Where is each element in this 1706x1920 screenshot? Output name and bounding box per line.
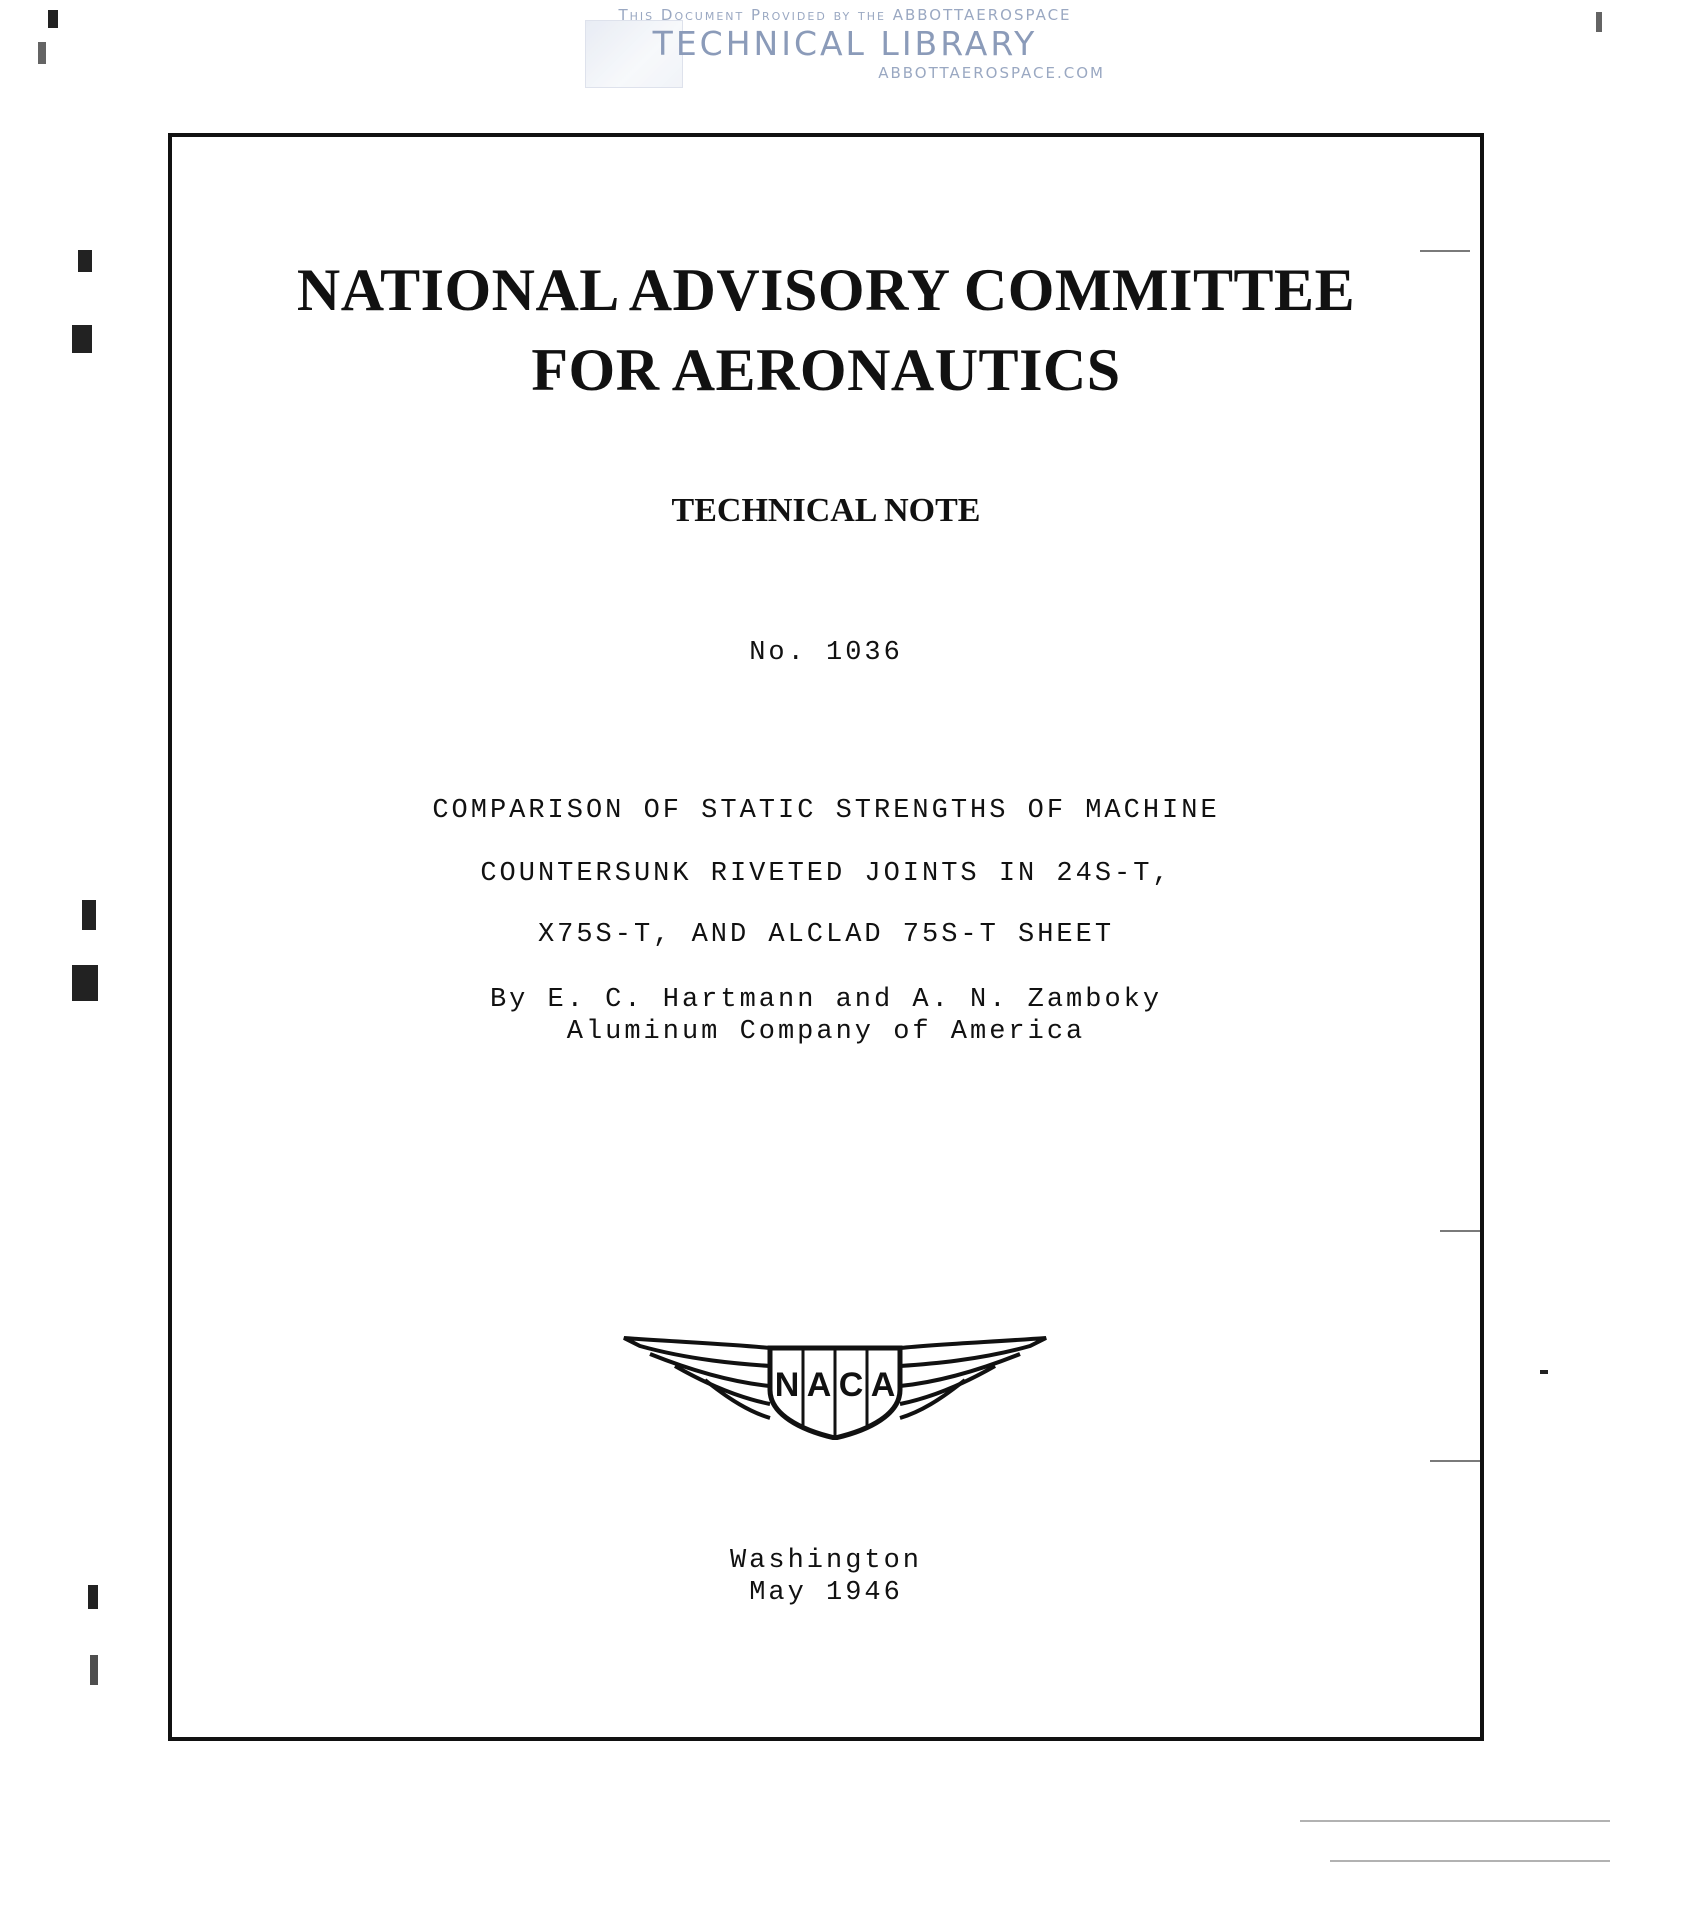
logo-letter-c: C — [838, 1366, 864, 1404]
scan-speck — [1540, 1370, 1548, 1374]
right-wing-icon — [900, 1338, 1046, 1418]
scan-speck — [72, 325, 92, 353]
naca-wings-logo — [620, 1330, 1050, 1440]
scan-speck — [82, 900, 96, 930]
scan-speck — [88, 1585, 98, 1609]
report-authors: By E. C. Hartmann and A. N. Zamboky — [489, 985, 1163, 1015]
scan-speck — [48, 10, 58, 28]
logo-letter-a2: A — [870, 1366, 896, 1404]
scan-speck — [1300, 1820, 1610, 1822]
publication-date: May 1946 — [749, 1578, 903, 1608]
committee-title-line-2: FOR AERONAUTICS — [531, 337, 1121, 403]
report-title-line-1: COMPARISON OF STATIC STRENGTHS OF MACHINE — [432, 796, 1220, 826]
left-wing-icon — [624, 1338, 770, 1418]
abbott-watermark — [585, 6, 1105, 96]
scan-speck — [90, 1655, 98, 1685]
watermark-url: ABBOTTAEROSPACE.COM — [878, 64, 1105, 82]
report-number: No. 1036 — [749, 638, 903, 668]
logo-letter-a1: A — [806, 1366, 832, 1404]
scan-speck — [1430, 1460, 1480, 1462]
scan-speck — [1420, 250, 1470, 252]
scan-speck — [38, 42, 46, 64]
watermark-provided-by: This Document Provided by the ABBOTTAEROSPACE — [618, 6, 1072, 24]
technical-note-label: TECHNICAL NOTE — [671, 492, 981, 529]
scan-speck — [78, 250, 92, 272]
report-title-line-3: X75S-T, AND ALCLAD 75S-T SHEET — [537, 920, 1115, 950]
scan-speck — [1330, 1860, 1610, 1862]
scan-speck — [72, 965, 98, 1001]
scan-speck — [1596, 12, 1602, 32]
publication-place: Washington — [729, 1546, 923, 1576]
watermark-library-name: TECHNICAL LIBRARY — [652, 24, 1038, 63]
report-affiliation: Aluminum Company of America — [566, 1017, 1086, 1047]
logo-letter-n: N — [774, 1366, 800, 1404]
scan-speck — [1440, 1230, 1480, 1232]
committee-title-line-1: NATIONAL ADVISORY COMMITTEE — [296, 257, 1356, 323]
report-title-line-2: COUNTERSUNK RIVETED JOINTS IN 24S-T, — [480, 859, 1172, 889]
